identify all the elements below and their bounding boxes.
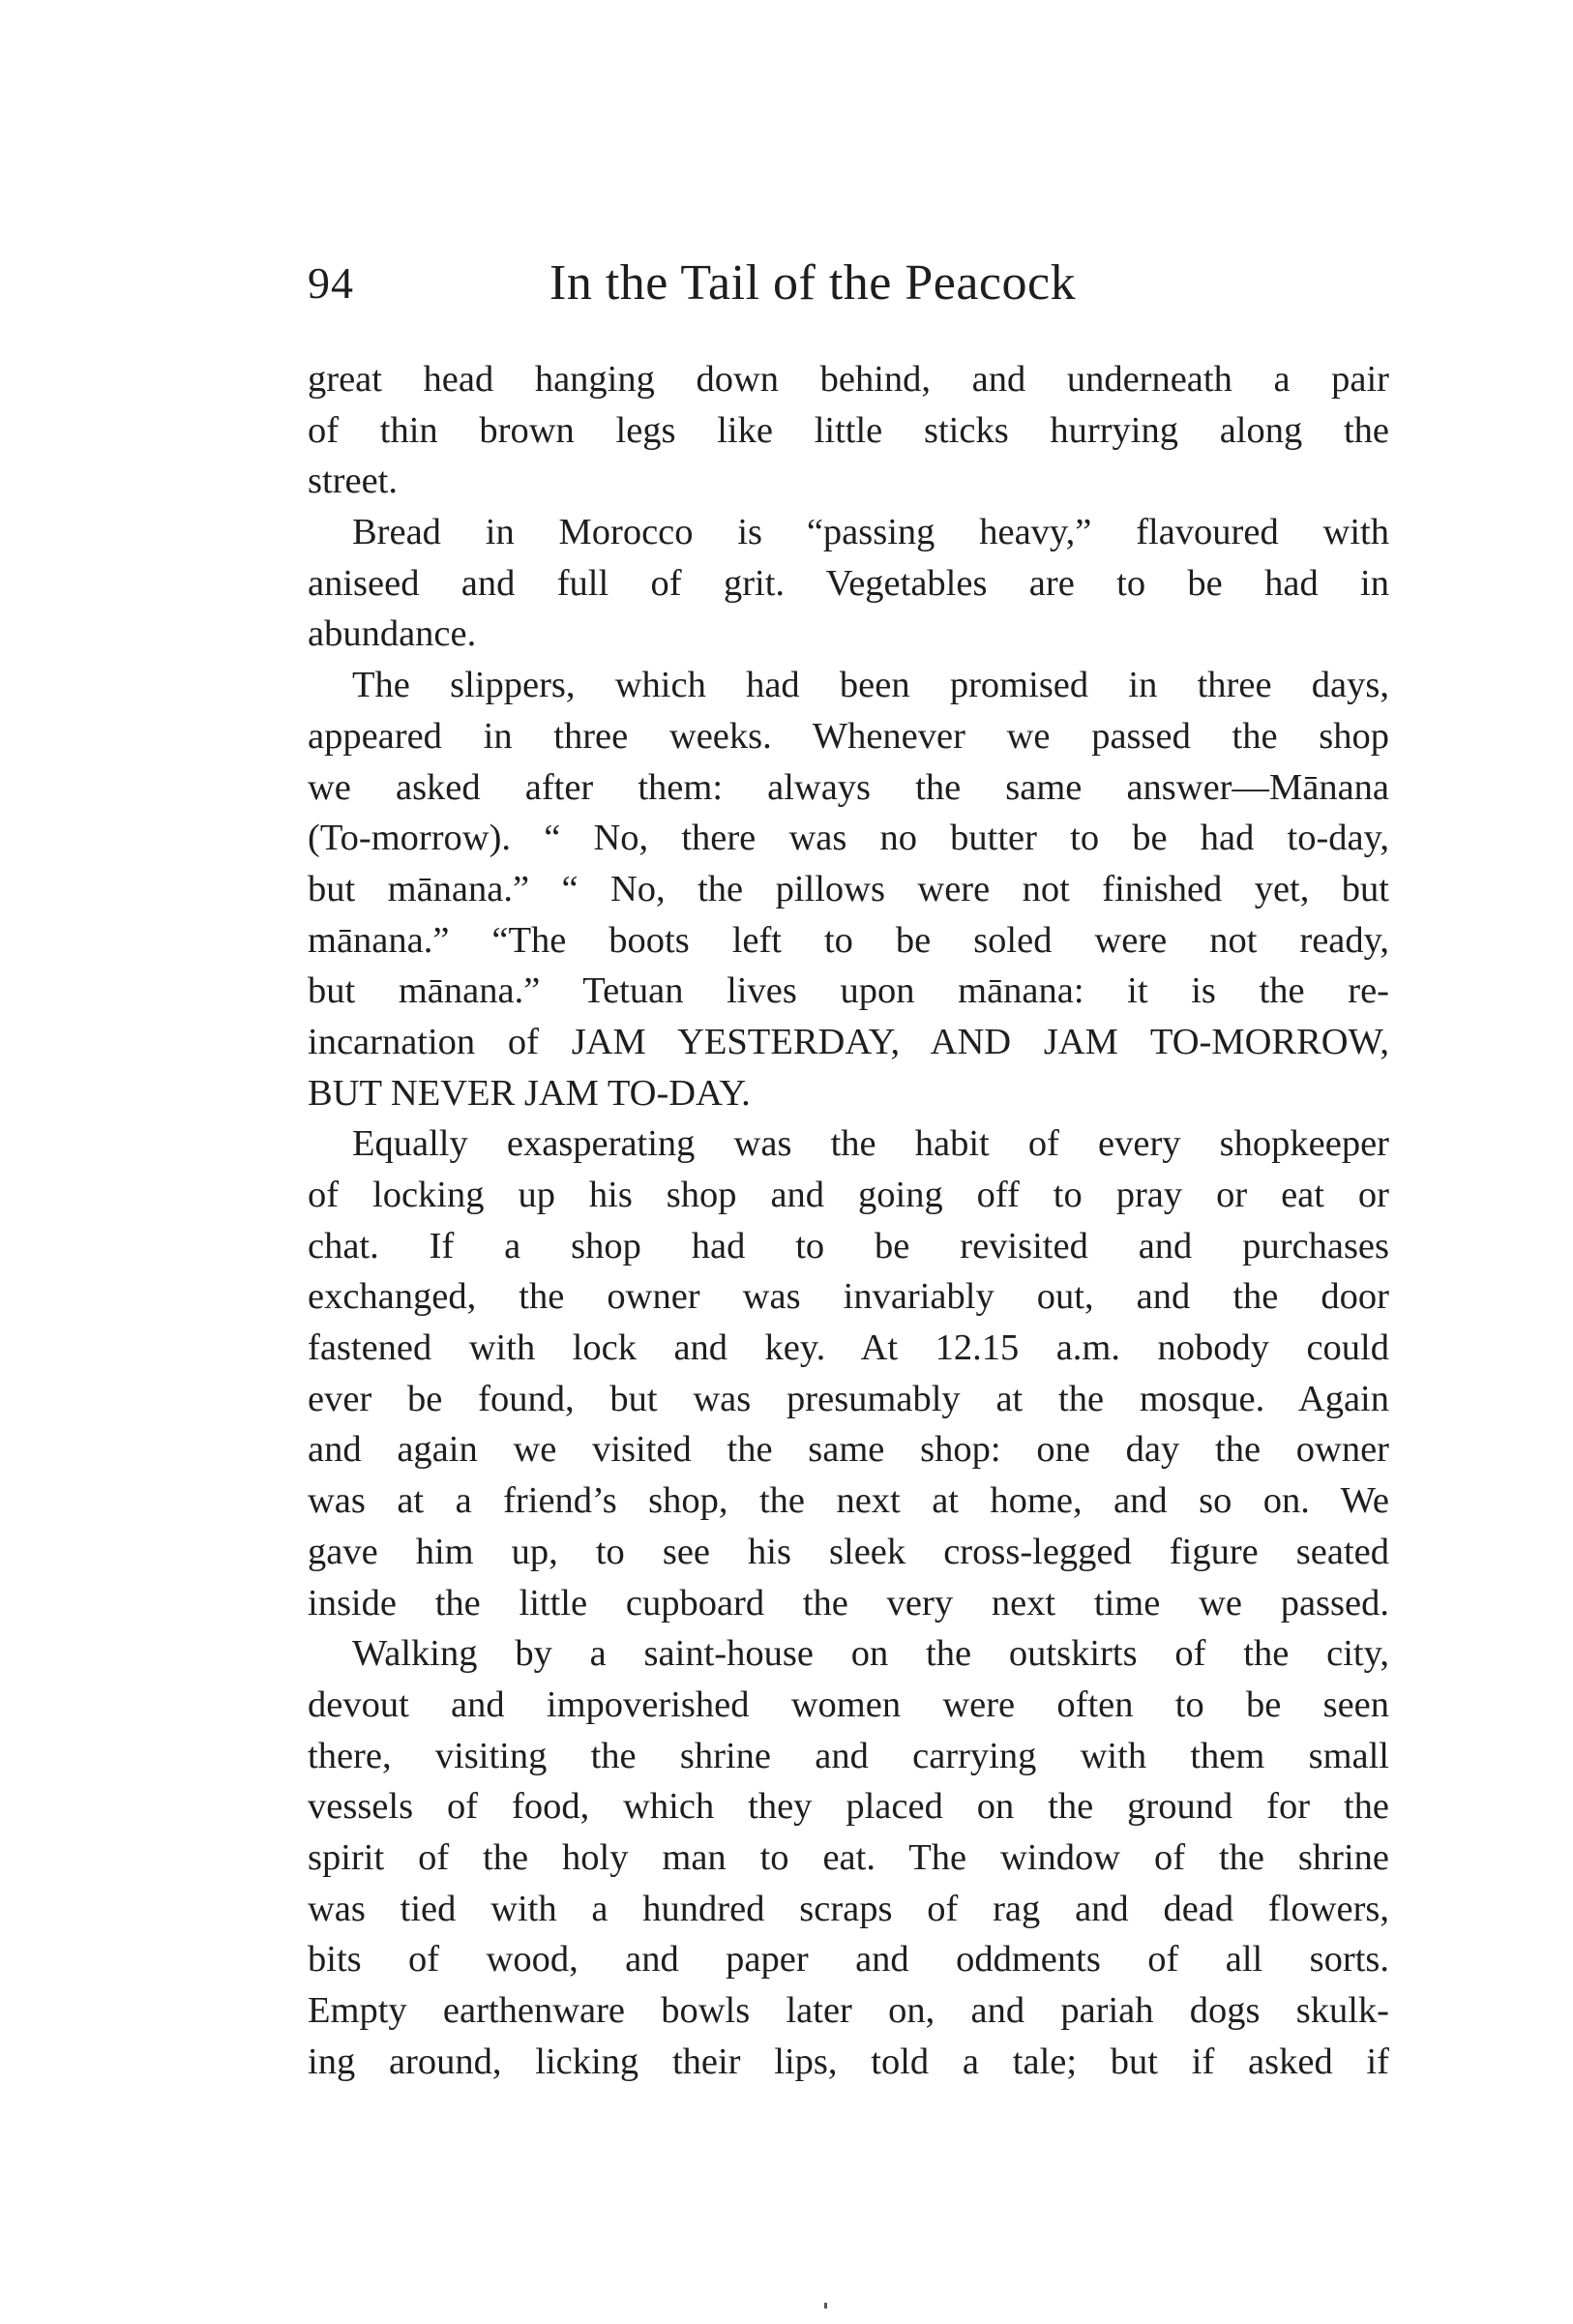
print-speck [824, 2303, 827, 2309]
text-line: appeared in three weeks. Whenever we passed the shop [308, 715, 1389, 757]
text-line: was at a friend’s shop, the next at home, and so on. We [308, 1480, 1389, 1522]
text-line: fastened with lock and key. At 12.15 a.m. nobody could [308, 1327, 1389, 1369]
page-number: 94 [308, 258, 354, 308]
text-line: and again we visited the same shop: one day the owner [308, 1429, 1389, 1471]
text-line: was tied with a hundred scraps of rag and dead flowers, [308, 1888, 1389, 1929]
text-line: Empty earthenware bowls later on, and pariah dogs skulk- [308, 1990, 1389, 2031]
running-head [308, 250, 1391, 317]
text-line: devout and impoverished women were often to be seen [308, 1683, 1389, 1725]
text-line: abundance. [308, 613, 477, 655]
text-line: The slippers, which had been promised in three days, [352, 665, 1389, 706]
text-line: spirit of the holy man to eat. The window of the shrine [308, 1836, 1389, 1878]
text-line: incarnation of JAM YESTERDAY, AND JAM TO-MORROW, [308, 1021, 1389, 1062]
text-line: Equally exasperating was the habit of every shopkeeper [352, 1123, 1389, 1165]
text-line: gave him up, to see his sleek cross-legged figure seated [308, 1531, 1389, 1572]
text-line: chat. If a shop had to be revisited and purchases [308, 1225, 1389, 1266]
text-line: of locking up his shop and going off to pray or eat or [308, 1175, 1389, 1215]
text-line: Bread in Morocco is “passing heavy,” flavoured with [352, 512, 1389, 553]
text-line: street. [308, 461, 398, 502]
text-line: exchanged, the owner was invariably out, and the door [308, 1276, 1389, 1318]
running-title: In the Tail of the Peacock [549, 255, 1077, 311]
text-line: inside the little cupboard the very next time we passed. [308, 1582, 1389, 1624]
text-line: (To-morrow). “ No, there was no butter to be had to-day, [308, 818, 1389, 859]
text-line: aniseed and full of grit. Vegetables are to be had in [308, 562, 1389, 604]
text-line: great head hanging down behind, and underneath a pair [308, 359, 1389, 400]
text-line: Walking by a saint-house on the outskirts of the city, [352, 1633, 1389, 1675]
text-line: vessels of food, which they placed on the ground for the [308, 1786, 1389, 1828]
text-line: there, visiting the shrine and carrying with them small [308, 1735, 1389, 1776]
text-line: BUT NEVER JAM TO-DAY. [308, 1072, 751, 1114]
body-text [308, 354, 1389, 2087]
text-line: ever be found, but was presumably at the mosque. Again [308, 1378, 1389, 1419]
text-line: of thin brown legs like little sticks hurrying along the [308, 409, 1389, 451]
text-line: but mānana.” Tetuan lives upon mānana: it is the re- [308, 970, 1389, 1012]
text-line: we asked after them: always the same answer—Mānana [308, 766, 1389, 808]
text-line: mānana.” “The boots left to be soled were not ready, [308, 919, 1389, 961]
text-line: bits of wood, and paper and oddments of all sorts. [308, 1939, 1389, 1981]
text-line: ing around, licking their lips, told a tale; but if asked if [308, 2041, 1389, 2082]
text-line: but mānana.” “ No, the pillows were not finished yet, but [308, 868, 1389, 909]
